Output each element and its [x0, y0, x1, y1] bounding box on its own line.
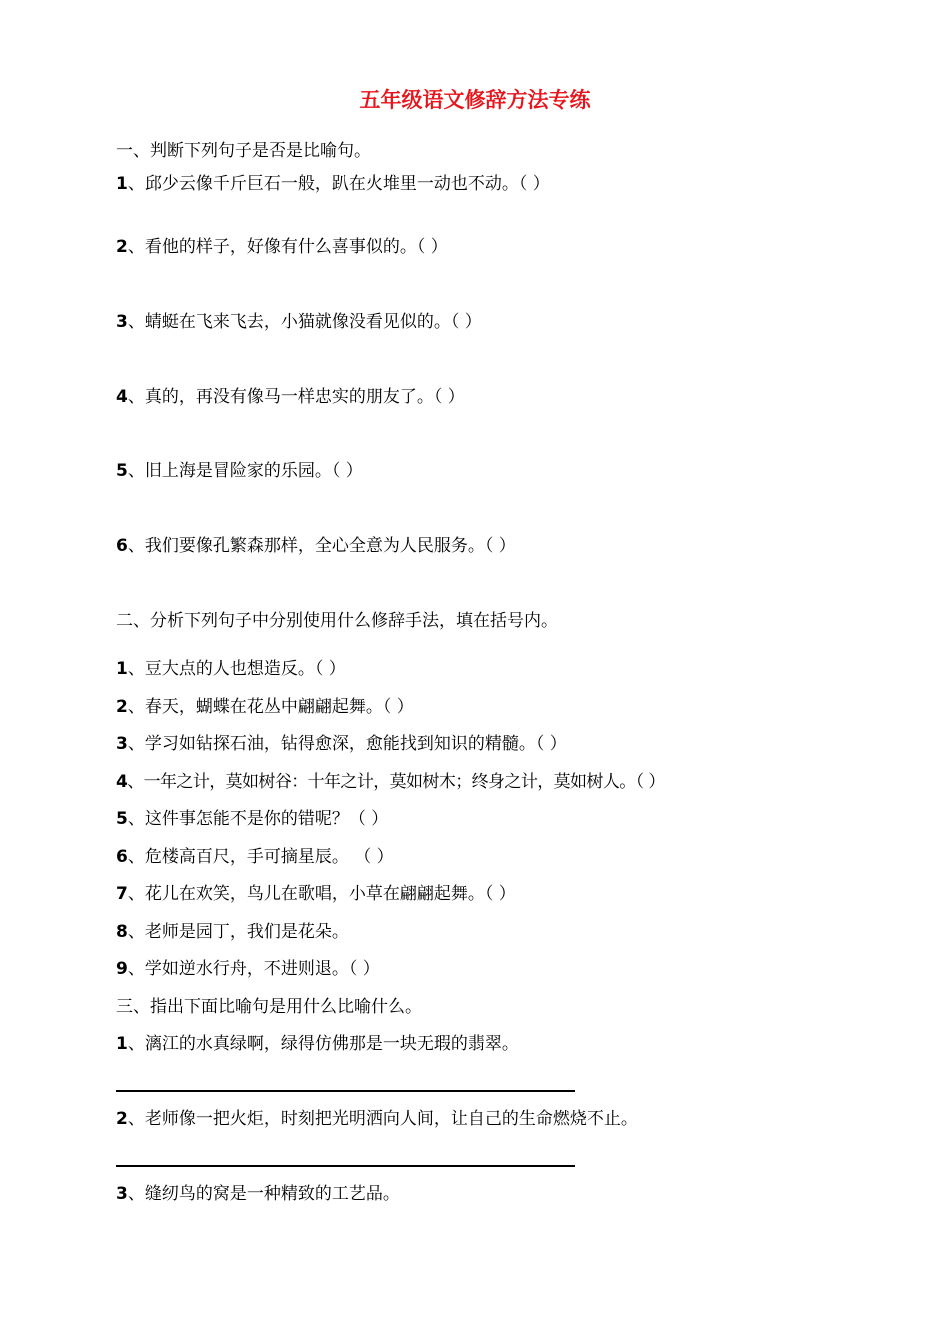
question-text: 、老师像一把火炬，时刻把光明洒向人间，让自己的生命燃烧不止。 [127, 1109, 638, 1129]
section-1-heading: 一、判断下列句子是否是比喻句。 [116, 141, 371, 161]
answer-line [116, 1090, 575, 1092]
question-text: 、学习如钻探石油，钻得愈深，愈能找到知识的精髓。（ ） [127, 734, 567, 754]
question-number: 2 [116, 237, 128, 257]
question-number: 7 [116, 884, 128, 904]
question-text: 、老师是园丁，我们是花朵。 [127, 922, 349, 942]
question-item [116, 770, 665, 794]
question-item [116, 657, 346, 681]
question-text: 、这件事怎能不是你的错呢？（ ） [127, 809, 389, 829]
question-text: 、我们要像孔繁森那样，全心全意为人民服务。（ ） [127, 536, 516, 556]
question-number: 1 [116, 174, 128, 194]
question-text: 、真的，再没有像马一样忠实的朋友了。（ ） [127, 387, 465, 407]
question-item [116, 1182, 400, 1206]
question-number: 3 [116, 1184, 128, 1204]
answer-line [116, 1165, 575, 1167]
question-text: 、春天，蝴蝶在花丛中翩翩起舞。（ ） [127, 697, 414, 717]
question-number: 5 [116, 461, 128, 481]
question-text: 、豆大点的人也想造反。（ ） [127, 659, 346, 679]
question-item [116, 1107, 638, 1131]
question-item [116, 1032, 519, 1056]
question-item [116, 459, 363, 483]
question-item [116, 310, 482, 334]
question-item [116, 235, 448, 259]
question-number: 6 [116, 847, 128, 867]
section-3-heading: 三、指出下面比喻句是用什么比喻什么。 [116, 997, 422, 1017]
question-text: 、学如逆水行舟，不进则退。（ ） [127, 959, 380, 979]
question-number: 6 [116, 536, 128, 556]
question-text: 、蜻蜓在飞来飞去，小猫就像没看见似的。（ ） [127, 312, 482, 332]
question-number: 9 [116, 959, 128, 979]
question-number: 5 [116, 809, 128, 829]
question-number: 3 [116, 312, 128, 332]
question-item [116, 534, 516, 558]
question-text: 、漓江的水真绿啊，绿得仿佛那是一块无瑕的翡翠。 [127, 1034, 519, 1054]
question-text: 、缝纫鸟的窝是一种精致的工艺品。 [127, 1184, 400, 1204]
question-text: 、邱少云像千斤巨石一般，趴在火堆里一动也不动。（ ） [127, 174, 550, 194]
question-item [116, 957, 380, 981]
question-item [116, 807, 388, 831]
question-item [116, 695, 414, 719]
question-item [116, 385, 465, 409]
question-number: 2 [116, 697, 128, 717]
page-title: 五年级语文修辞方法专练 [359, 88, 591, 112]
question-text: 、花儿在欢笑，鸟儿在歌唱，小草在翩翩起舞。（ ） [127, 884, 516, 904]
question-number: 1 [116, 659, 128, 679]
question-item [116, 172, 550, 196]
question-number: 2 [116, 1109, 128, 1129]
question-number: 1 [116, 1034, 128, 1054]
question-number: 4 [116, 387, 128, 407]
question-number: 8 [116, 922, 128, 942]
question-item [116, 882, 516, 906]
question-text: 、看他的样子，好像有什么喜事似的。（ ） [127, 237, 448, 257]
question-text: 、危楼高百尺，手可摘星辰。 （ ） [127, 847, 394, 867]
question-item [116, 732, 567, 756]
question-number: 3 [116, 734, 128, 754]
question-text: 、旧上海是冒险家的乐园。（ ） [127, 461, 363, 481]
question-number: 4 [116, 772, 128, 792]
section-2-heading: 二、分析下列句子中分别使用什么修辞手法，填在括号内。 [116, 611, 558, 631]
question-item [116, 845, 394, 869]
question-text: 、一年之计，莫如树谷：十年之计，莫如树木；终身之计，莫如树人。（ ） [127, 772, 665, 792]
question-item [116, 920, 349, 944]
